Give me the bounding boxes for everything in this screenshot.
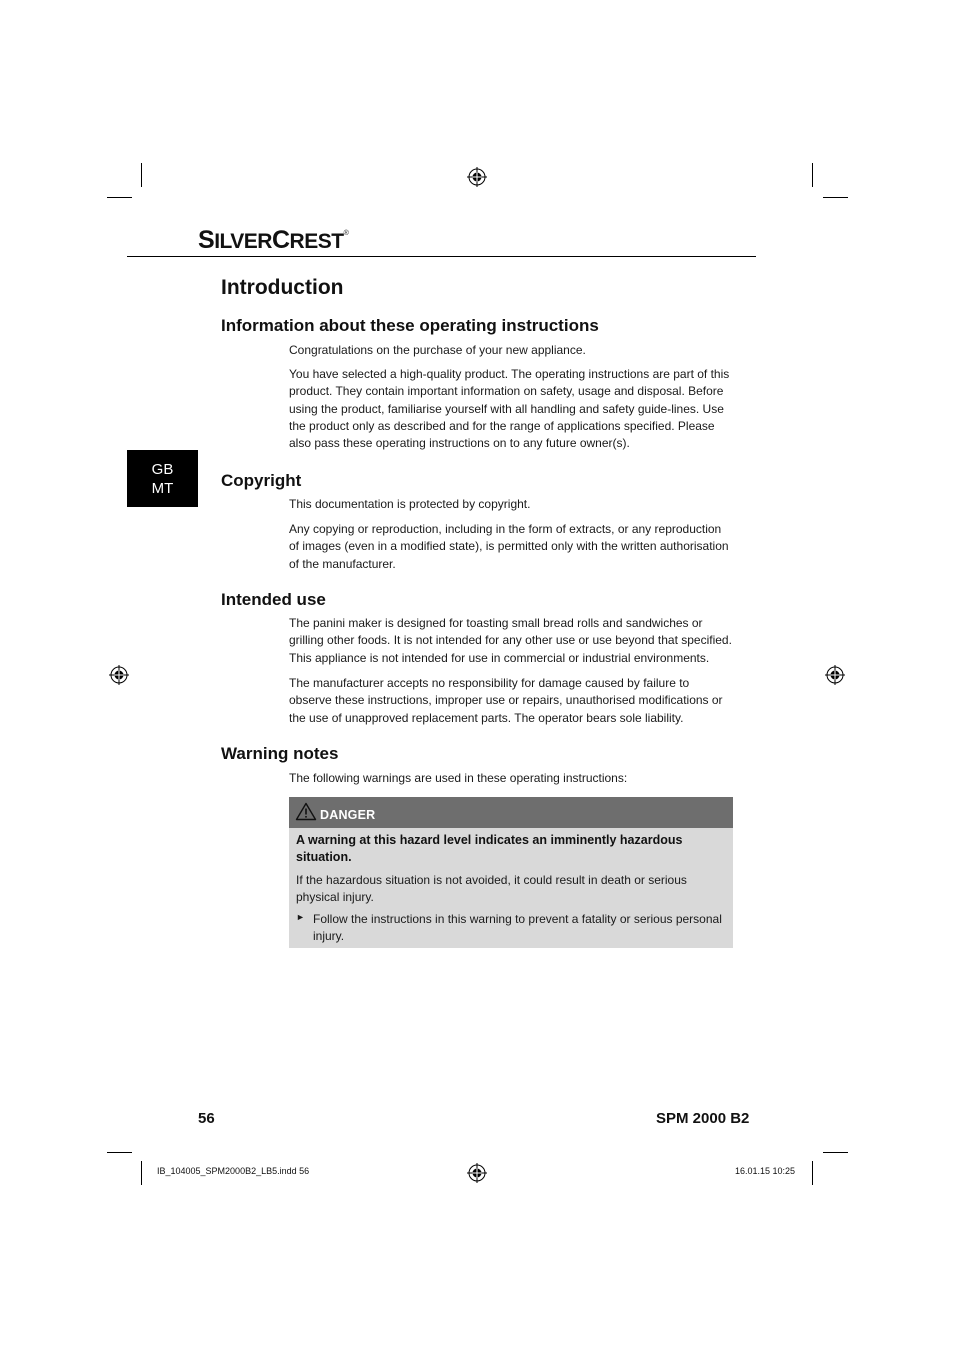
crop-mark bbox=[823, 197, 848, 198]
registration-mark-icon bbox=[825, 665, 845, 685]
paragraph: This documentation is protected by copyright. bbox=[289, 497, 531, 511]
logo-letter: C bbox=[271, 226, 290, 254]
language-code: GB bbox=[151, 460, 174, 478]
paragraph: Any copying or reproduction, including in the form of extracts, or any reproduction of images (even in a modified state), is permitted only with the written authorisation of the manufacturer. bbox=[289, 522, 729, 571]
logo-text: REST bbox=[289, 230, 344, 253]
crop-mark bbox=[812, 163, 813, 187]
paragraph: Congratulations on the purchase of your new appliance. bbox=[289, 343, 586, 357]
brand-logo bbox=[198, 226, 348, 255]
language-tab bbox=[127, 450, 198, 507]
danger-bold-text: A warning at this hazard level indicates an imminently hazardous situation. bbox=[296, 833, 683, 865]
header-rule bbox=[127, 256, 756, 257]
bullet-arrow-icon: ► bbox=[296, 912, 305, 922]
danger-header bbox=[289, 797, 733, 828]
registered-mark: ® bbox=[343, 230, 349, 237]
model-number: SPM 2000 B2 bbox=[656, 1110, 750, 1127]
registration-mark-icon bbox=[109, 665, 129, 685]
warning-triangle-icon bbox=[295, 802, 317, 821]
logo-letter: S bbox=[198, 226, 215, 254]
page-number: 56 bbox=[198, 1110, 215, 1127]
crop-mark bbox=[107, 197, 132, 198]
crop-mark bbox=[141, 163, 142, 187]
paragraph: You have selected a high-quality product. The operating instructions are part of this product. They contain important information on safety, usage and disposal. Before using the product, familiarise yourself with all handling and safety guide-lines. Use the product only as described and for the range of applications specified. Please also pass these operating instructions on to any future owner(s). bbox=[289, 367, 730, 451]
paragraph: The following warnings are used in these operating instructions: bbox=[289, 771, 628, 785]
danger-bullet-text: Follow the instructions in this warning to prevent a fatality or serious personal injury. bbox=[313, 912, 722, 944]
registration-mark-icon bbox=[467, 167, 487, 187]
section-heading-info: Information about these operating instructions bbox=[221, 316, 599, 335]
crop-mark bbox=[141, 1161, 142, 1185]
language-code: MT bbox=[151, 479, 174, 497]
danger-title: DANGER bbox=[320, 808, 376, 822]
danger-text: If the hazardous situation is not avoided, it could result in death or serious physical injury. bbox=[296, 873, 687, 905]
page-title: Introduction bbox=[221, 276, 344, 299]
file-slug: IB_104005_SPM2000B2_LB5.indd 56 bbox=[157, 1166, 310, 1176]
crop-mark bbox=[823, 1152, 848, 1153]
paragraph: The manufacturer accepts no responsibility for damage caused by failure to observe these instructions, improper use or repairs, unauthorised modifications or the use of unapproved replacement parts. The operator bears sole liability. bbox=[289, 676, 723, 725]
section-heading-copyright: Copyright bbox=[221, 471, 302, 490]
section-heading-intended-use: Intended use bbox=[221, 590, 326, 609]
logo-text: ILVER bbox=[214, 230, 272, 253]
crop-mark bbox=[107, 1152, 132, 1153]
registration-mark-icon bbox=[467, 1163, 487, 1183]
crop-mark bbox=[812, 1161, 813, 1185]
date-slug: 16.01.15 10:25 bbox=[735, 1166, 796, 1176]
section-heading-warning-notes: Warning notes bbox=[221, 744, 339, 763]
paragraph: The panini maker is designed for toasting small bread rolls and sandwiches or grilling other foods. It is not intended for any other use or use beyond that specified. This appliance is not intended for use in commercial or industrial environments. bbox=[289, 616, 732, 665]
